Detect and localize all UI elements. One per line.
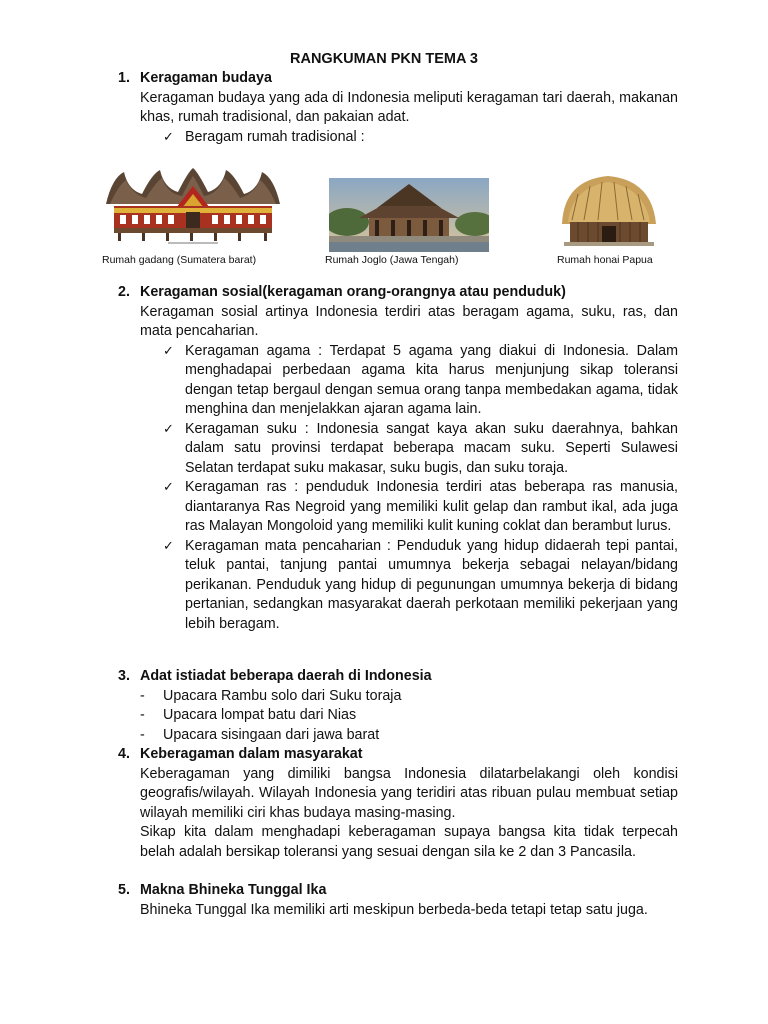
- section-heading: [118, 283, 678, 303]
- check-item-text: Beragam rumah tradisional :: [185, 128, 365, 145]
- section-paragraph: Bhineka Tunggal Ika memiliki arti meskipun berbeda-beda tetapi tetap satu juga.: [140, 901, 648, 918]
- check-icon: ✓: [163, 480, 174, 495]
- check-icon: ✓: [163, 421, 174, 437]
- dash-bullet: -: [140, 687, 145, 704]
- figure-caption: Rumah gadang (Sumatera barat): [102, 254, 257, 266]
- check-item-text: Keragaman suku : Indonesia sangat kaya akan suku daerahnya, bahkan dalam satu provinsi terdapat beberapa macam suku. Seperti Sulawesi Selatan terdapat suku makasar, suku bugis, dan suku toraja.: [185, 420, 678, 476]
- check-item: [118, 420, 678, 479]
- section-title: Keberagaman dalam masyarakat: [140, 746, 363, 762]
- list-item-text: Upacara sisingaan dari jawa barat: [163, 726, 380, 743]
- figure-caption: Rumah Joglo (Jawa Tengah): [325, 254, 459, 266]
- check-icon: ✓: [163, 343, 174, 359]
- page-title: RANGKUMAN PKN TEMA 3: [290, 51, 478, 67]
- section-paragraph: Keragaman budaya yang ada di Indonesia meliputi keragaman tari daerah, makanan khas, rumah tradisional, dan pakaian adat.: [140, 89, 678, 125]
- section-5: [118, 881, 678, 920]
- section-number: 4.: [118, 746, 130, 762]
- rumah-joglo-image: [329, 178, 489, 252]
- dash-bullet: -: [140, 707, 145, 723]
- check-icon: ✓: [163, 129, 174, 145]
- section-1: [118, 69, 678, 147]
- section-heading: [118, 881, 678, 901]
- house-figures: [100, 168, 670, 272]
- section-4: [118, 745, 678, 862]
- section-number: 3.: [118, 668, 130, 684]
- section-title: Adat istiadat beberapa daerah di Indonesia: [140, 668, 432, 684]
- rumah-gadang-image: [102, 168, 284, 246]
- section-number: 5.: [118, 882, 130, 898]
- check-icon: ✓: [163, 538, 174, 554]
- section-title: Keragaman sosial(keragaman orang-orangnya atau penduduk): [140, 284, 566, 300]
- figure-caption: Rumah honai Papua: [557, 254, 653, 266]
- section-number: 1.: [118, 70, 130, 86]
- section-heading: [118, 667, 678, 687]
- list-item-text: Upacara lompat batu dari Nias: [163, 707, 357, 723]
- check-item: [118, 537, 678, 635]
- section-3: [118, 667, 678, 745]
- check-item: [118, 342, 678, 420]
- section-paragraph: Keragaman sosial artinya Indonesia terdiri atas beragam agama, suku, ras, dan mata pencaharian.: [140, 303, 678, 339]
- section-title: Makna Bhineka Tunggal Ika: [140, 882, 327, 898]
- dash-bullet: -: [140, 726, 145, 743]
- section-heading: [118, 69, 678, 89]
- section-paragraph: Sikap kita dalam menghadapi keberagaman supaya bangsa kita tidak terpecah belah adalah bersikap toleransi yang sesuai dengan sila ke 2 dan 3 Pancasila.: [140, 824, 678, 860]
- section-title: Keragaman budaya: [140, 70, 272, 86]
- list-item-text: Upacara Rambu solo dari Suku toraja: [163, 687, 402, 704]
- section-paragraph: Keberagaman yang dimiliki bangsa Indonesia dilatarbelakangi oleh kondisi geografis/wilayah. Wilayah Indonesia yang teridiri atas ribuan pulau membuat setiap wilayah memiliki ciri khas budaya masing-masing.: [140, 765, 678, 821]
- check-item-text: Keragaman mata pencaharian : Penduduk yang hidup didaerah tepi pantai, teluk pantai, tanjung pantai umumnya bekerja sebagai nelayan/bidang perikanan. Penduduk yang hidup di pegunungan umumnya bekerja di bidang pertanian, sedangkan masyarakat daerah perkotaan memiliki pekerjaan yang lebih beragam.: [185, 537, 678, 632]
- section-number: 2.: [118, 284, 130, 300]
- check-item: [118, 478, 678, 537]
- check-item-text: Keragaman agama : Terdapat 5 agama yang diakui di Indonesia. Dalam menghadapai perbedaan agama kita harus menjunjung sikap toleransi dengan tetap bergaul dengan semua orang tanpa membedakan agama, tidak menghina dan menjelakkan ajaran agama lain.: [185, 342, 678, 417]
- rumah-honai-image: [558, 174, 660, 250]
- section-2: [118, 283, 678, 634]
- check-item: [118, 128, 678, 148]
- section-heading: [118, 745, 678, 765]
- check-item-text: Keragaman ras : penduduk Indonesia terdiri atas beberapa ras manusia, diantaranya Ras Negroid yang memiliki kulit gelap dan rambut ikal, ada juga ras Malayan Mongoloid yang memiliki kulit kuning coklat dan berambut lurus.: [185, 479, 678, 534]
- list-item: [118, 687, 678, 707]
- list-item: [118, 726, 678, 746]
- list-item: [118, 706, 678, 726]
